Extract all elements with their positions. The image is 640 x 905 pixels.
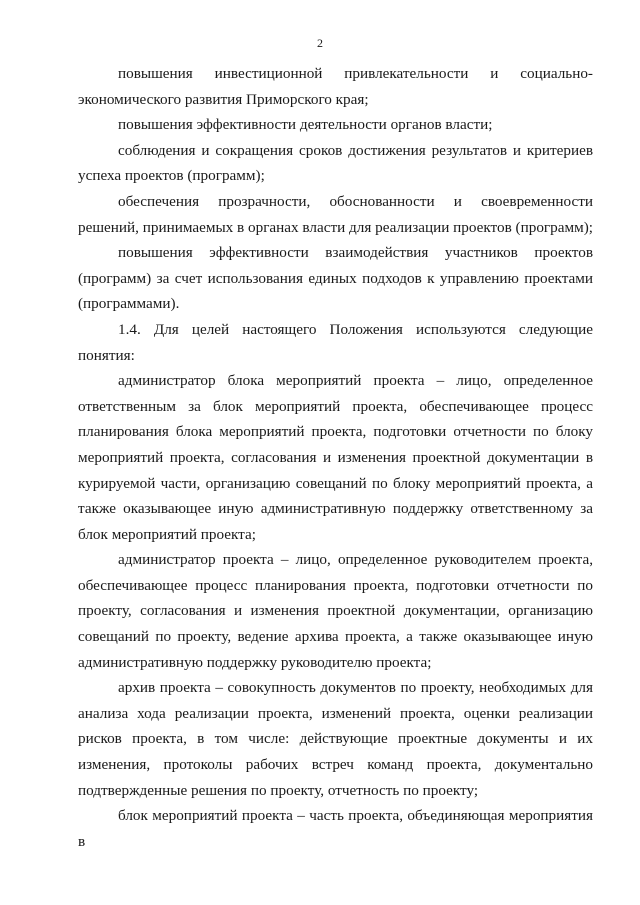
paragraph-transparency: обеспечения прозрачности, обоснованности и своевременности решений, принимаемых в органах власти для реализации проектов (программ); <box>78 192 593 236</box>
paragraph-activity-block: блок мероприятий проекта – часть проекта, объединяющая мероприятия в <box>78 807 593 850</box>
paragraph-section-1-4: 1.4. Для целей настоящего Положения используются следующие понятия: <box>78 320 593 364</box>
paragraph-block-administrator: администратор блока мероприятий проекта – лицо, определенное ответственным за блок мероприятий проекта, обеспечивающее процесс планирования блока мероприятий проекта, подготовки отчетности по блоку мероприятий проекта, согласования и изменения проектной документации в курируемой части, организацию совещаний по блоку мероприятий проекта, а также оказывающее иную административную поддержку ответственному за блок мероприятий проекта; <box>78 372 593 543</box>
paragraph-project-archive: архив проекта – совокупность документов по проекту, необходимых для анализа хода реализации проекта, изменений проекта, оценки реализации рисков проекта, в том числе: действующие проектные документы и их изменения, протоколы рабочих встреч команд проекта, документально подтвержденные решения по проекту, отчетность по проекту; <box>78 679 593 799</box>
document-body <box>78 61 593 854</box>
paragraph-interaction: повышения эффективности взаимодействия участников проектов (программ) за счет использования единых подходов к управлению проектами (программами). <box>78 244 593 313</box>
page-number: 2 <box>317 36 323 50</box>
paragraph-deadlines: соблюдения и сокращения сроков достижения результатов и критериев успеха проектов (программ); <box>78 141 593 185</box>
paragraph-investment: повышения инвестиционной привлекательности и социально-экономического развития Приморского края; <box>78 65 593 108</box>
paragraph-efficiency: повышения эффективности деятельности органов власти; <box>118 116 493 134</box>
paragraph-project-administrator: администратор проекта – лицо, определенное руководителем проекта, обеспечивающее процесс планирования проекта, подготовки отчетности по проекту, согласования и изменения проектной документации, организацию совещаний по проекту, ведение архива проекта, а также оказывающее иную административную поддержку руководителю проекта; <box>78 551 593 671</box>
